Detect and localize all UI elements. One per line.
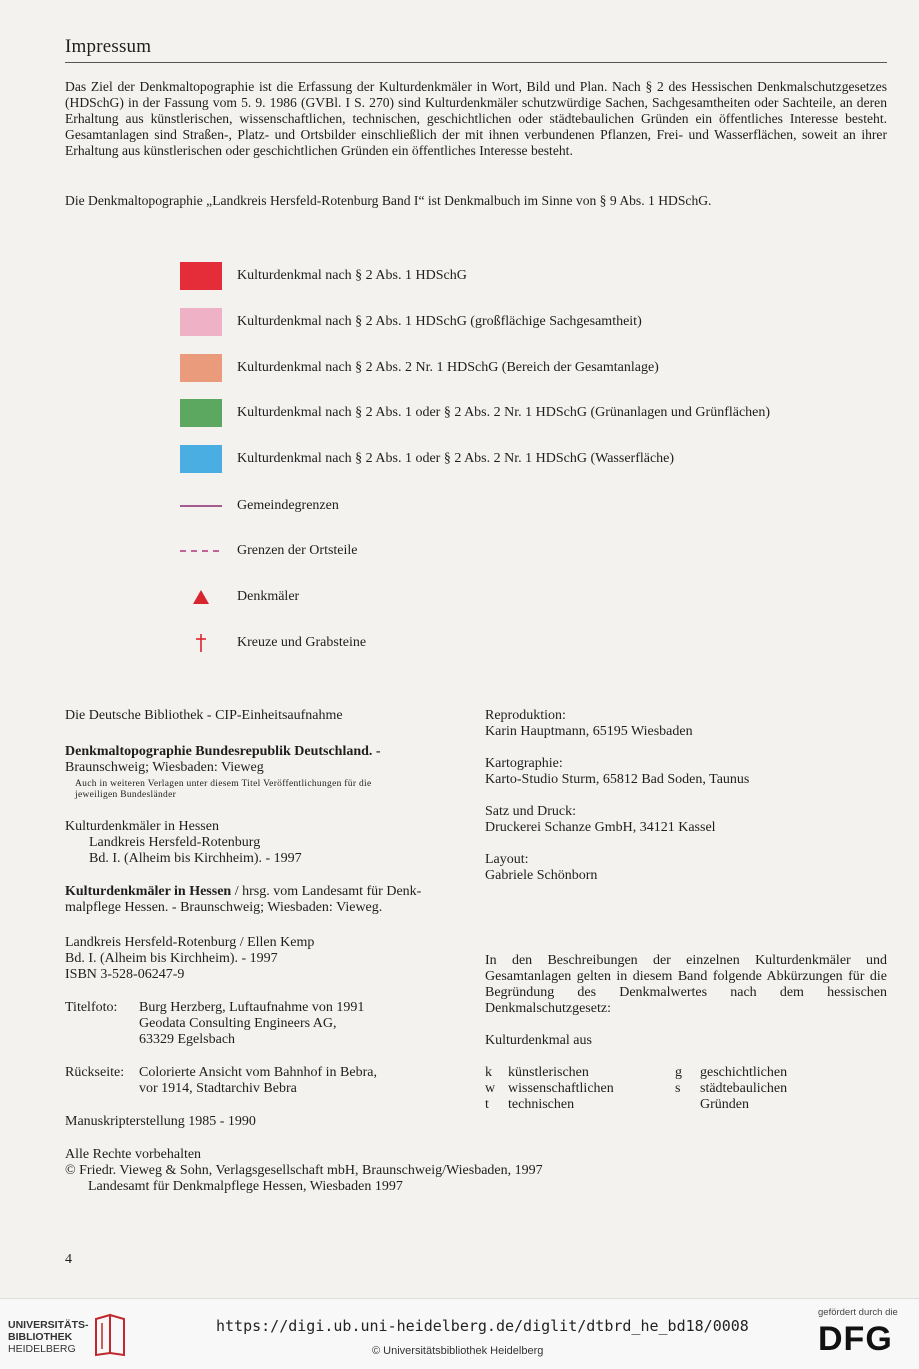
legend-item <box>180 580 299 614</box>
dashed-line-icon <box>180 537 222 565</box>
legend-item <box>180 259 467 293</box>
intro-paragraph-1: Das Ziel der Denkmaltopographie ist die Erfassung der Kulturdenkmäler in Wort, Bild und Plan. Nach § 2 des Hessischen Denkmalschutzgesetzes (HDSchG) in der Fassung vom 5. 9. 1986 (GVBl. I S. 270) sind Kulturdenkmäler schutzwürdige Sachen, Sachgesamtheiten oder Sachteile, an deren Erhaltung aus künstlerischen, wissenschaftlichen, technischen, geschichtlichen oder städtebaulichen Gründen ein öffentliches Interesse besteht. Gesamtanlagen sind Straßen-, Platz- und Ortsbilder einschließlich der mit ihnen verbundenen Pflanzen, Frei- und Wasserflächen, soweit an ihrer Erhaltung aus künstlerischen oder geschichtlichen Gründen ein öffentliches Interesse besteht. <box>65 79 887 158</box>
isbn: ISBN 3-528-06247-9 <box>65 967 185 982</box>
layout-value: Gabriele Schönborn <box>485 868 598 883</box>
karto-value: Karto-Studio Sturm, 65812 Bad Soden, Taunus <box>485 772 750 787</box>
abbr-row <box>485 1081 675 1097</box>
legend-label: Gemeindegrenzen <box>237 498 339 513</box>
header-rule <box>65 62 887 63</box>
legend-swatch-green <box>180 399 222 427</box>
library-name <box>8 1319 89 1355</box>
intro-paragraph-2: Die Denkmaltopographie „Landkreis Hersfeld-Rotenburg Band I“ ist Denkmalbuch im Sinne von § 9 Abs. 1 HDSchG. <box>65 193 712 208</box>
abbr-text: technischen <box>508 1097 575 1112</box>
legend-label: Kreuze und Grabsteine <box>237 635 367 650</box>
legend-label: Denkmäler <box>237 589 300 604</box>
kd-line-2: Landkreis Hersfeld-Rotenburg <box>89 835 261 850</box>
abbr-row <box>675 1097 787 1113</box>
right-column <box>485 708 887 1113</box>
dfg-logo: DFG <box>818 1320 893 1358</box>
titelfoto-label: Titelfoto: <box>65 1000 118 1015</box>
legend-item <box>180 534 358 568</box>
satz-label: Satz und Druck: <box>485 804 576 819</box>
abbr-row <box>675 1081 787 1097</box>
abbr-key: s <box>675 1081 681 1096</box>
cip-heading: Die Deutsche Bibliothek - CIP-Einheitsaufnahme <box>65 708 343 723</box>
abbr-row <box>485 1097 675 1113</box>
rights: Alle Rechte vorbehalten <box>65 1147 202 1162</box>
titelfoto-2: Geodata Consulting Engineers AG, <box>139 1016 337 1031</box>
library-logo-icon <box>92 1311 128 1362</box>
rueckseite-block <box>65 1065 465 1097</box>
repro-value: Karin Hauptmann, 65195 Wiesbaden <box>485 724 693 739</box>
abbr-key: g <box>675 1065 682 1080</box>
kh-rest: / hrsg. vom Landesamt für Denk- <box>231 884 422 899</box>
funded-by: gefördert durch die <box>818 1307 898 1318</box>
legend-item <box>180 489 339 523</box>
legend-label: Kulturdenkmal nach § 2 Abs. 2 Nr. 1 HDSchG (Bereich der Gesamtanlage) <box>237 360 659 375</box>
legend-swatch-pink <box>180 308 222 336</box>
legend-item <box>180 396 770 430</box>
legend-item <box>180 442 674 476</box>
abbr-text: geschichtlichen <box>700 1065 788 1080</box>
lk-line-2: Bd. I. (Alheim bis Kirchheim). - 1997 <box>65 951 278 966</box>
legend-item <box>180 626 366 660</box>
satz-value: Druckerei Schanze GmbH, 34121 Kassel <box>485 820 716 835</box>
footer-copyright: © Universitätsbibliothek Heidelberg <box>372 1345 544 1357</box>
abbr-text: wissenschaftlichen <box>508 1081 614 1096</box>
cross-icon <box>180 629 222 657</box>
karto-label: Kartographie: <box>485 756 563 771</box>
abbr-key <box>675 1097 700 1113</box>
viewer-footer <box>0 1298 919 1369</box>
legend-item <box>180 351 659 385</box>
kh-title: Kulturdenkmäler in Hessen <box>65 884 232 899</box>
legend-swatch-red <box>180 262 222 290</box>
library-line-3: HEIDELBERG <box>8 1343 76 1355</box>
titelfoto-3: 63329 Egelsbach <box>139 1032 236 1047</box>
manuskript: Manuskripterstellung 1985 - 1990 <box>65 1114 256 1129</box>
copyright-1: © Friedr. Vieweg & Sohn, Verlagsgesellschaft mbH, Braunschweig/Wiesbaden, 1997 <box>65 1163 543 1178</box>
legend-swatch-blue <box>180 445 222 473</box>
titelfoto-1: Burg Herzberg, Luftaufnahme von 1991 <box>139 1000 365 1015</box>
legend-label: Kulturdenkmal nach § 2 Abs. 1 HDSchG (großflächige Sachgesamtheit) <box>237 314 642 329</box>
abbr-key: k <box>485 1065 492 1080</box>
titelfoto-block <box>65 1000 465 1048</box>
library-line-2: BIBLIOTHEK <box>8 1331 73 1343</box>
legend-item <box>180 305 642 339</box>
abbr-row <box>675 1065 787 1081</box>
kh-line-2: malpflege Hessen. - Braunschweig; Wiesbaden: Vieweg. <box>65 900 383 915</box>
legend-swatch-orange <box>180 354 222 382</box>
solid-line-icon <box>180 492 222 520</box>
legend-label: Kulturdenkmal nach § 2 Abs. 1 oder § 2 Abs. 2 Nr. 1 HDSchG (Wasserfläche) <box>237 451 675 466</box>
kd-title: Kulturdenkmäler in Hessen <box>65 819 219 834</box>
abbr-text: künstlerischen <box>508 1065 589 1080</box>
repro-label: Reproduktion: <box>485 708 566 723</box>
abbr-row <box>485 1065 675 1081</box>
page-number: 4 <box>65 1252 72 1267</box>
lk-line-1: Landkreis Hersfeld-Rotenburg / Ellen Kemp <box>65 935 315 950</box>
permalink-url[interactable]: https://digi.ub.uni-heidelberg.de/diglit/dtbrd_he_bd18/0008 <box>216 1317 749 1335</box>
copyright-2: Landesamt für Denkmalpflege Hessen, Wiesbaden 1997 <box>88 1179 403 1194</box>
kd-aus: Kulturdenkmal aus <box>485 1033 592 1048</box>
triangle-icon <box>180 583 222 611</box>
layout-label: Layout: <box>485 852 529 867</box>
abbr-key: w <box>485 1081 496 1096</box>
series-title: Denkmaltopographie Bundesrepublik Deutschland. - <box>65 744 381 759</box>
abbr-text: Gründen <box>700 1097 749 1112</box>
abbreviation-table <box>485 1065 887 1113</box>
legend-label: Grenzen der Ortsteile <box>237 543 358 558</box>
rueckseite-label: Rückseite: <box>65 1065 125 1080</box>
series-note-2: jeweiligen Bundesländer <box>75 790 177 800</box>
kd-line-3: Bd. I. (Alheim bis Kirchheim). - 1997 <box>89 851 302 866</box>
abbr-key: t <box>485 1097 489 1112</box>
series-note-1: Auch in weiteren Verlagen unter diesem Titel Veröffentlichungen für die <box>75 779 372 789</box>
legend-label: Kulturdenkmal nach § 2 Abs. 1 HDSchG <box>237 268 467 283</box>
abbr-text: städtebaulichen <box>700 1081 788 1096</box>
series-publisher: Braunschweig; Wiesbaden: Vieweg <box>65 760 264 775</box>
page-title: Impressum <box>65 36 152 57</box>
rueckseite-2: vor 1914, Stadtarchiv Bebra <box>139 1081 297 1096</box>
library-line-1: UNIVERSITÄTS- <box>8 1319 89 1331</box>
legend-label: Kulturdenkmal nach § 2 Abs. 1 oder § 2 Abs. 2 Nr. 1 HDSchG (Grünanlagen und Grünflächen) <box>237 405 771 420</box>
rueckseite-1: Colorierte Ansicht vom Bahnhof in Bebra, <box>139 1065 377 1080</box>
abbr-intro: In den Beschreibungen der einzelnen Kulturdenkmäler und Gesamtanlagen gelten in diesem Band folgende Abkürzungen für die Begründung des Denkmalwertes nach dem hessischen Denkmalschutzgesetz: <box>485 953 887 1016</box>
